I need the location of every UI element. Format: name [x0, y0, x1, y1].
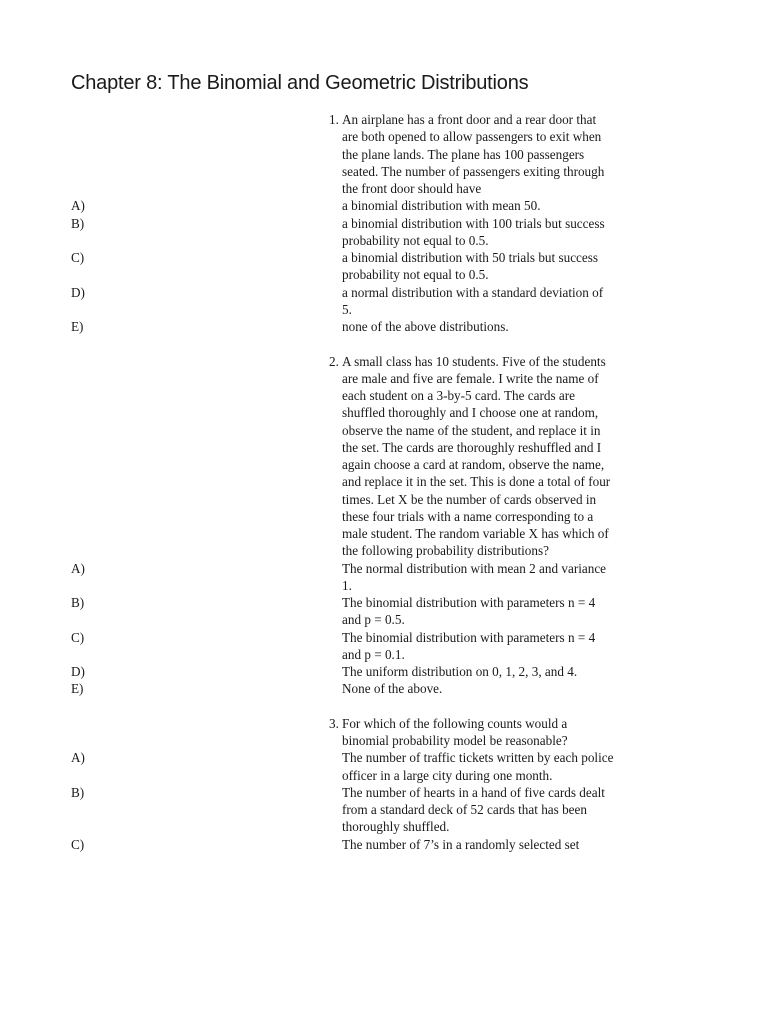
choice-letter: C)	[71, 836, 85, 852]
choice-letter: B)	[71, 215, 85, 231]
choice-letter: E)	[71, 319, 84, 334]
choice-text: The uniform distribution on 0, 1, 2, 3, and 4.	[342, 664, 578, 679]
question-text: For which of the following counts would a binomial probability model be reasonable?	[342, 715, 568, 748]
question-stem	[329, 715, 614, 750]
choice-text: a normal distribution with a standard deviation of 5.	[342, 284, 604, 317]
question-text: A small class has 10 students. Five of the students are male and five are female. I write the name of each student on a 3-by-5 card. The cards are shuffled thoroughly and I choose one at random, observe the name of the student, and replace it in the set. The cards are thoroughly reshuffled and I again choose a card at random, observe the name, and replace it in the set. This is done a total of four times. Let X be the number of cards observed in these four trials with a name corresponding to a male student. The random variable X has which of the following probability distributions?	[342, 353, 611, 559]
choice-text: The normal distribution with mean 2 and variance 1.	[342, 560, 607, 593]
question-number: 1.	[329, 112, 339, 127]
choice-text: a binomial distribution with 50 trials but success probability not equal to 0.5.	[342, 250, 599, 283]
choice-text: The number of traffic tickets written by each police officer in a large city during one month.	[342, 750, 614, 783]
choice-text: The binomial distribution with parameters n = 4 and p = 0.5.	[342, 595, 596, 628]
question-1	[0, 111, 768, 335]
choice-letter: B)	[71, 595, 85, 610]
choice-text: none of the above distributions.	[342, 319, 509, 334]
answer-choice	[0, 197, 768, 214]
choice-letter: B)	[71, 784, 85, 800]
choice-text: The number of hearts in a hand of five cards dealt from a standard deck of 52 cards that has been thoroughly shuffled.	[342, 784, 605, 835]
question-stem	[329, 353, 614, 560]
choice-text: The number of 7’s in a randomly selected set	[342, 836, 580, 852]
question-text: An airplane has a front door and a rear door that are both opened to allow passengers to exit when the plane lands. The plane has 100 passengers seated. The number of passengers exiting through the front door should have	[342, 112, 605, 196]
choice-letter: D)	[71, 284, 85, 300]
choice-letter: C)	[71, 629, 85, 645]
page-title: Chapter 8: The Binomial and Geometric Distributions	[71, 72, 529, 94]
choice-letter: A)	[71, 560, 85, 576]
answer-choice	[0, 680, 768, 697]
answer-choice	[0, 215, 768, 250]
answer-choice	[0, 284, 768, 319]
question-3	[0, 715, 768, 853]
question-2	[0, 353, 768, 698]
answer-choice	[0, 318, 768, 335]
answer-choice	[0, 836, 768, 853]
choice-letter: E)	[71, 681, 84, 697]
choice-letter: A)	[71, 750, 85, 766]
question-number: 3.	[329, 715, 339, 731]
answer-choice	[0, 784, 768, 836]
answer-choice	[0, 629, 768, 664]
question-list	[0, 111, 768, 870]
choice-letter: C)	[71, 250, 85, 265]
question-number: 2.	[329, 353, 339, 369]
choice-letter: A)	[71, 198, 85, 214]
choice-text: The binomial distribution with parameters n = 4 and p = 0.1.	[342, 629, 596, 662]
answer-choice	[0, 749, 768, 784]
answer-choice	[0, 663, 768, 680]
choice-text: a binomial distribution with mean 50.	[342, 198, 541, 214]
answer-choice	[0, 249, 768, 284]
choice-letter: D)	[71, 664, 85, 679]
choice-text: None of the above.	[342, 681, 443, 697]
choice-text: a binomial distribution with 100 trials but success probability not equal to 0.5.	[342, 215, 605, 248]
answer-choice	[0, 560, 768, 595]
answer-choice	[0, 594, 768, 629]
question-stem	[329, 111, 614, 197]
